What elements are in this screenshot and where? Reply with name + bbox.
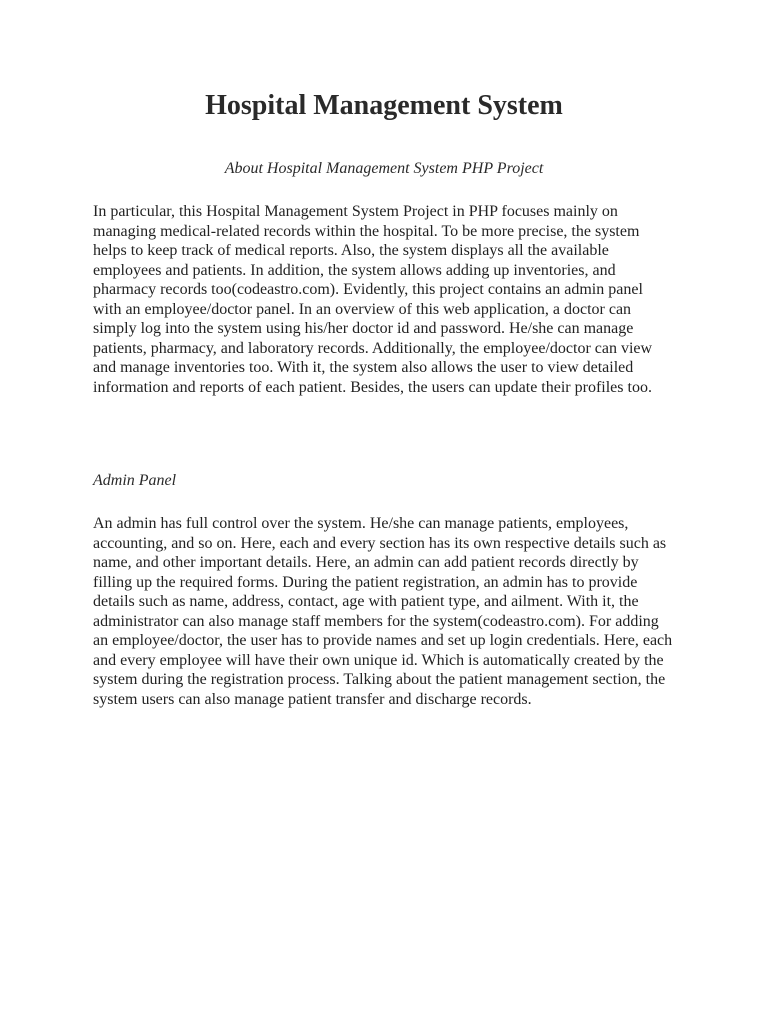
intro-paragraph: In particular, this Hospital Management System Project in PHP focuses mainly on managing medical-related records within the hospital. To be more precise, the system helps to keep track of medical reports. Also, the system displays all the available employees and patients. In addition, the system allows adding up inventories, and pharmacy records too(codeastro.com). Evidently, this project contains an admin panel with an employee/doctor panel. In an overview of this web application, a doctor can simply log into the system using his/her doctor id and password. He/she can manage patients, pharmacy, and laboratory records. Additionally, the employee/doctor can view and manage inventories too. With it, the system also allows the user to view detailed information and reports of each patient. Besides, the users can update their profiles too. xyxy=(93,203,653,396)
document-subtitle: About Hospital Management System PHP Project xyxy=(224,160,544,177)
document-title: Hospital Management System xyxy=(205,90,563,121)
admin-panel-heading: Admin Panel xyxy=(93,472,177,489)
admin-panel-paragraph: An admin has full control over the system. He/she can manage patients, employees, accounting, and so on. Here, each and every section has its own respective details such as name, and other important details. Here, an admin can add patient records directly by filling up the required forms. During the patient registration, an admin has to provide details such as name, address, contact, age with patient type, and ailment. With it, the administrator can also manage staff members for the system(codeastro.com). For adding an employee/doctor, the user has to provide names and set up login credentials. Here, each and every employee will have their own unique id. Which is automatically created by the system during the registration process. Talking about the patient management section, the system users can also manage patient transfer and discharge records. xyxy=(93,515,673,708)
